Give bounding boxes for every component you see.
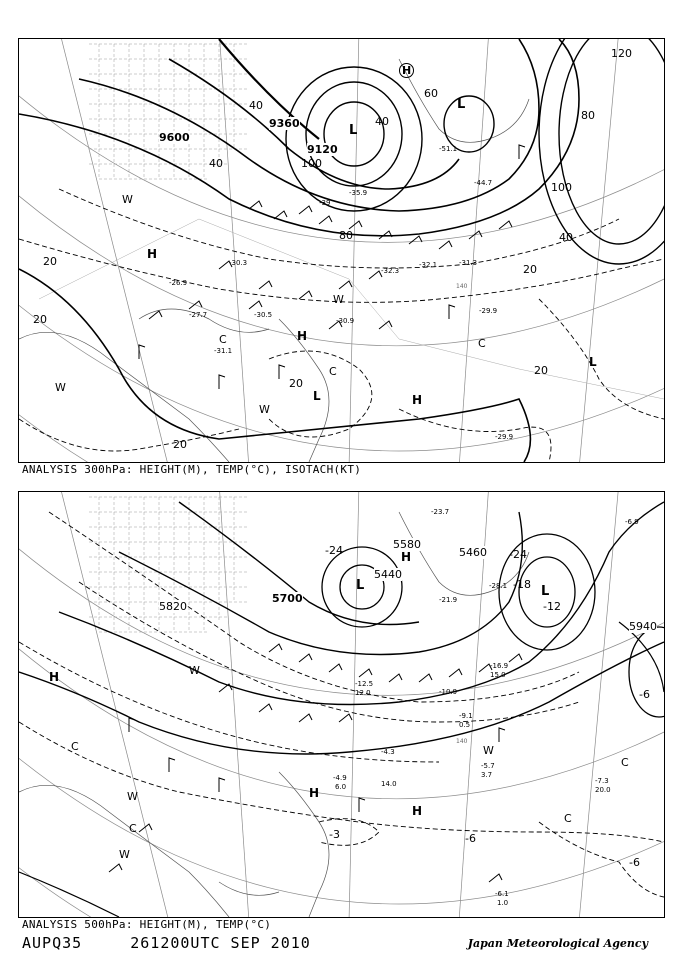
high-center: H — [401, 550, 412, 564]
height-contours-300 — [19, 39, 579, 462]
isotach-label: 100 — [551, 181, 572, 194]
station-temp: -30.3 — [229, 259, 248, 267]
dewpoint-value: 20.0 — [595, 786, 611, 794]
high-center: H — [399, 63, 414, 78]
warm-center: W — [127, 790, 138, 803]
isotherm-label: -24 — [325, 544, 343, 557]
height-label-9120: 9120 — [307, 143, 338, 156]
warm-center: W — [483, 744, 494, 757]
map-300hpa — [19, 39, 664, 462]
station-temp: -32.3 — [381, 267, 400, 275]
isotach-label: 20 — [173, 438, 187, 451]
station-temp: -51.1 — [439, 145, 458, 153]
isotach-label: 80 — [581, 109, 595, 122]
product-header — [22, 934, 311, 952]
agency-credit: Japan Meteorological Agency — [467, 937, 648, 950]
station-temp: -10.9 — [439, 688, 458, 696]
isotherm-label: -3 — [329, 828, 340, 841]
station-temp: -39 — [319, 199, 331, 207]
isotach-label: 20 — [43, 255, 57, 268]
isotherm-label: -6 — [639, 688, 650, 701]
station-temp: -6.1 — [495, 890, 509, 898]
dewpoint-value: 1.0 — [497, 899, 509, 907]
isotach-label: 20 — [289, 377, 303, 390]
isotach-label: 20 — [534, 364, 548, 377]
cold-center: C — [564, 812, 572, 825]
dewpoint-value: 14.0 — [381, 780, 397, 788]
meridian-tag: 140 — [456, 738, 468, 745]
cold-center: C — [329, 365, 337, 378]
meridian-tag: 140 — [456, 283, 468, 290]
isotach-label: 100 — [301, 157, 322, 170]
high-center: H — [297, 329, 308, 343]
station-temp: -4.9 — [333, 774, 347, 782]
cold-center: C — [621, 756, 629, 769]
isotach-label: 20 — [523, 263, 537, 276]
station-temp: -23.7 — [431, 508, 450, 516]
high-center: H — [147, 247, 158, 261]
cold-center: C — [129, 822, 137, 835]
station-temp: -21.9 — [439, 596, 458, 604]
high-center: H — [309, 786, 320, 800]
station-temp: -35.9 — [349, 189, 368, 197]
caption-500hpa: ANALYSIS 500hPa: HEIGHT(M), TEMP(°C) — [22, 918, 272, 931]
dewpoint-value: 0.5 — [459, 721, 471, 729]
high-center: H — [412, 393, 423, 407]
station-temp: -28.1 — [489, 582, 508, 590]
station-temp: -30.5 — [254, 311, 273, 319]
caption-300hpa: ANALYSIS 300hPa: HEIGHT(M), TEMP(°C), ISOTACH(KT) — [22, 463, 362, 476]
low-center: L — [356, 578, 365, 593]
chart-300hpa — [18, 38, 665, 463]
isotach-label: 80 — [339, 229, 353, 242]
warm-center: W — [189, 664, 200, 677]
low-rings-500 — [322, 534, 664, 717]
warm-center: W — [119, 848, 130, 861]
height-label-9600: 9600 — [159, 131, 190, 144]
chart-500hpa — [18, 491, 665, 918]
cold-center: C — [71, 740, 79, 753]
low-center: L — [589, 355, 597, 369]
dewpoint-value: 15.0 — [490, 671, 506, 679]
low-center: L — [313, 389, 321, 403]
station-temp: -31.1 — [214, 347, 233, 355]
low-center: L — [457, 97, 466, 112]
isotach-label: 20 — [33, 313, 47, 326]
high-center: H — [49, 670, 60, 684]
isotherm-label: -6 — [465, 832, 476, 845]
height-label-5440: 5440 — [374, 568, 402, 581]
station-temp: -29.9 — [495, 433, 514, 441]
station-temp: -32.1 — [419, 261, 438, 269]
warm-center: W — [55, 381, 66, 394]
isotherm-label: -12 — [543, 600, 561, 613]
low-center: L — [349, 123, 358, 138]
isotach-label: 40 — [249, 99, 263, 112]
warm-center: W — [259, 403, 270, 416]
station-temp: -27.7 — [189, 311, 208, 319]
height-label-5820: 5820 — [159, 600, 187, 613]
height-label-5580: 5580 — [393, 538, 421, 551]
height-label-5940: 5940 — [629, 620, 657, 633]
hatch-300 — [89, 44, 249, 179]
dewpoint-value: 3.7 — [481, 771, 493, 779]
warm-center: W — [333, 293, 344, 306]
isotach-label: 120 — [611, 47, 632, 60]
isotherm-label: -6 — [629, 856, 640, 869]
station-temp: -4.3 — [381, 748, 395, 756]
station-temp: -26.9 — [169, 279, 188, 287]
isotach-label: 40 — [559, 231, 573, 244]
isotach-label: 40 — [209, 157, 223, 170]
isotach-label: 60 — [424, 87, 438, 100]
station-temp: -6.9 — [625, 518, 639, 526]
height-label-5700: 5700 — [272, 592, 303, 605]
isotherm-label: -24 — [509, 548, 527, 561]
station-temp: -31.3 — [459, 259, 478, 267]
height-label-5460: 5460 — [459, 546, 487, 559]
dewpoint-value: 6.0 — [335, 783, 347, 791]
low-center: L — [541, 584, 550, 599]
station-temp: -29.9 — [479, 307, 498, 315]
dewpoint-value: 12.0 — [355, 689, 371, 697]
valid-time: 261200UTC SEP 2010 — [130, 934, 311, 952]
product-code: AUPQ35 — [22, 934, 83, 952]
cold-center: C — [219, 333, 227, 346]
isotherm-label: -18 — [513, 578, 531, 591]
isotach-label: 40 — [375, 115, 389, 128]
station-temp: -7.3 — [595, 777, 609, 785]
station-temp: -16.9 — [490, 662, 509, 670]
station-temp: -12.5 — [355, 680, 374, 688]
warm-center: W — [122, 193, 133, 206]
height-label-9360: 9360 — [269, 117, 300, 130]
station-temp: -44.7 — [474, 179, 493, 187]
cold-center: C — [478, 337, 486, 350]
station-temp: -9.1 — [459, 712, 473, 720]
station-temp: -30.9 — [336, 317, 355, 325]
graticule-300 — [19, 39, 664, 462]
station-temp: -5.7 — [481, 762, 495, 770]
high-center: H — [412, 804, 423, 818]
wind-barbs-500 — [109, 644, 522, 882]
